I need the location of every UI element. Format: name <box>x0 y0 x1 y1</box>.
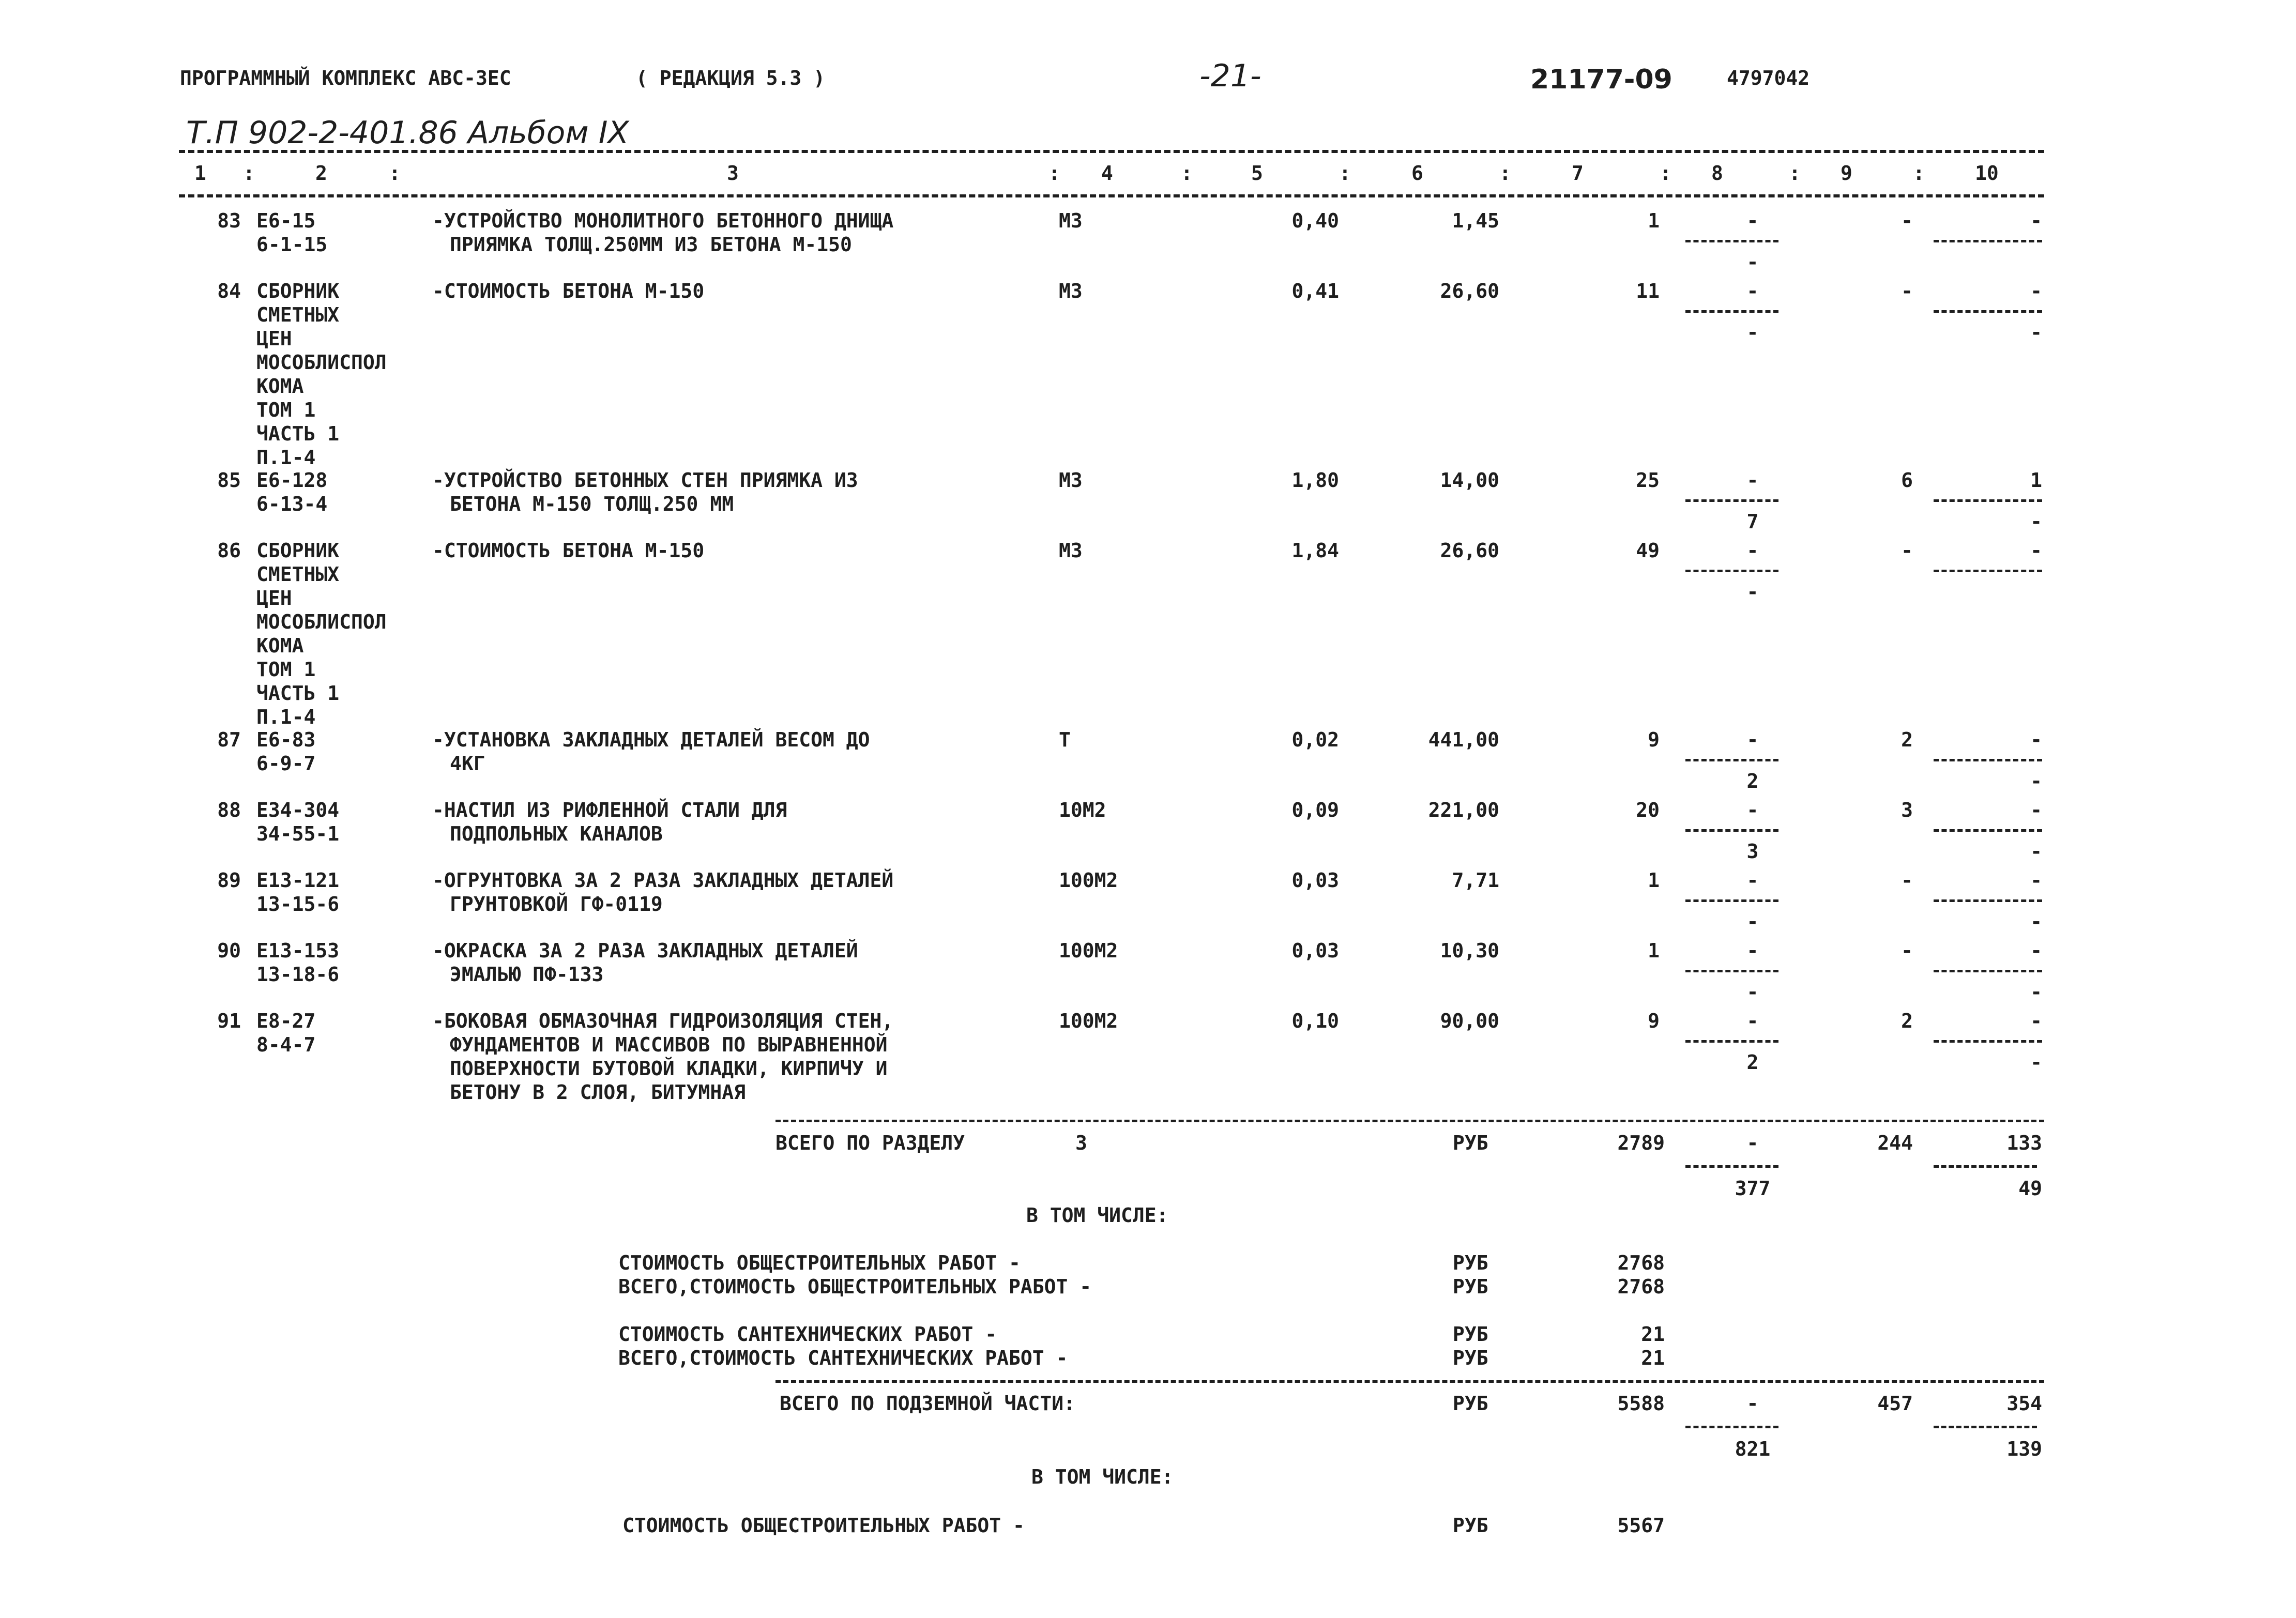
section-total-unit: РУБ <box>1453 1132 1488 1154</box>
row-code-line: 6-9-7 <box>256 752 316 775</box>
header-bottom-rule <box>179 194 2044 197</box>
breakdown-label: ВСЕГО,СТОИМОСТЬ ОБЩЕСТРОИТЕЛЬНЫХ РАБОТ - <box>618 1275 1092 1298</box>
table-top-rule <box>179 150 2044 153</box>
row-code-line: П.1-4 <box>256 446 316 469</box>
row-col8: - <box>1746 869 1759 892</box>
row-code-line: СБОРНИК <box>256 280 340 302</box>
section-total-col10-lower: 49 <box>2018 1177 2042 1200</box>
row-col9: - <box>1901 939 1913 962</box>
underground-total-col8: - <box>1746 1392 1759 1415</box>
row-col9: 3 <box>1901 799 1913 821</box>
row-code-line: СМЕТНЫХ <box>256 563 340 586</box>
sub-rule <box>1685 240 1778 242</box>
section-number: 3 <box>1075 1132 1087 1154</box>
breakdown-label: ВСЕГО,СТОИМОСТЬ САНТЕХНИЧЕСКИХ РАБОТ - <box>618 1347 1068 1369</box>
column-header: 9 <box>1841 162 1852 185</box>
row-description-line: ПРИЯМКА ТОЛЩ.250ММ ИЗ БЕТОНА М-150 <box>450 233 852 256</box>
row-code-line: МОСОБЛИСПОЛ <box>256 610 387 633</box>
row-code-line: Е6-128 <box>256 469 328 492</box>
column-header: 6 <box>1411 162 1423 185</box>
column-separator: : <box>1181 162 1193 185</box>
sub-rule <box>1934 570 2042 572</box>
row-unit: М3 <box>1059 280 1083 302</box>
row-total: 1 <box>1648 209 1660 232</box>
row-col8: - <box>1746 728 1759 751</box>
column-header: 7 <box>1572 162 1584 185</box>
row-col8: - <box>1746 939 1759 962</box>
column-header: 8 <box>1711 162 1723 185</box>
row-unit: М3 <box>1059 209 1083 232</box>
row-col9: 2 <box>1901 1010 1913 1032</box>
row-description-line: -ОКРАСКА ЗА 2 РАЗА ЗАКЛАДНЫХ ДЕТАЛЕЙ <box>432 939 858 962</box>
row-code-line: ЧАСТЬ 1 <box>256 422 340 445</box>
underground-total-col9: 457 <box>1877 1392 1913 1415</box>
sub-rule <box>1685 310 1778 313</box>
breakdown-unit: РУБ <box>1453 1251 1488 1274</box>
row-unit: 10М2 <box>1059 799 1106 821</box>
row-description-line: БЕТОНУ В 2 СЛОЯ, БИТУМНАЯ <box>450 1081 746 1104</box>
row-unit: 100М2 <box>1059 869 1118 892</box>
row-col10: - <box>2030 728 2042 751</box>
section-total-col8-lower: 377 <box>1735 1177 1771 1200</box>
row-quantity: 0,41 <box>1291 280 1339 302</box>
column-separator: : <box>1339 162 1351 185</box>
row-quantity: 0,02 <box>1291 728 1339 751</box>
row-col8: - <box>1746 1010 1759 1032</box>
row-col10-lower: - <box>2030 1051 2042 1074</box>
sub-rule <box>1685 499 1778 502</box>
row-col8-lower: 7 <box>1746 510 1759 533</box>
row-col9: 6 <box>1901 469 1913 492</box>
row-total: 20 <box>1636 799 1660 821</box>
row-total: 9 <box>1648 728 1660 751</box>
sub-rule <box>1685 899 1778 902</box>
row-code-line: ТОМ 1 <box>256 658 316 681</box>
row-number: 87 <box>217 728 241 751</box>
row-description-line: -ОГРУНТОВКА ЗА 2 РАЗА ЗАКЛАДНЫХ ДЕТАЛЕЙ <box>432 869 894 892</box>
row-unit-price: 221,00 <box>1428 799 1499 821</box>
row-code-line: Е8-27 <box>256 1010 316 1032</box>
breakdown-value: 2768 <box>1617 1251 1665 1274</box>
row-description-line: 4КГ <box>450 752 485 775</box>
program-title: ПРОГРАММНЫЙ КОМПЛЕКС АВС-3ЕС <box>180 67 511 89</box>
doc-code: 21177-09 <box>1530 64 1672 95</box>
row-col10-lower: - <box>2030 910 2042 933</box>
breakdown-label: СТОИМОСТЬ ОБЩЕСТРОИТЕЛЬНЫХ РАБОТ - <box>622 1514 1025 1537</box>
row-description-line: -УСТРОЙСТВО МОНОЛИТНОГО БЕТОННОГО ДНИЩА <box>432 209 894 232</box>
row-number: 84 <box>217 280 241 302</box>
row-unit-price: 90,00 <box>1440 1010 1499 1032</box>
row-col9: - <box>1901 539 1913 562</box>
row-unit-price: 10,30 <box>1440 939 1499 962</box>
sub-rule <box>1934 829 2042 832</box>
row-col9: - <box>1901 209 1913 232</box>
section-total-rule <box>776 1120 2044 1122</box>
row-unit: 100М2 <box>1059 939 1118 962</box>
sub-rule <box>1934 499 2042 502</box>
row-code-line: КОМА <box>256 634 304 657</box>
row-col10-lower: - <box>2030 770 2042 792</box>
row-col8-lower: 3 <box>1746 840 1759 863</box>
row-col9: 2 <box>1901 728 1913 751</box>
row-unit: 100М2 <box>1059 1010 1118 1032</box>
column-separator: : <box>1913 162 1925 185</box>
row-col8-lower: - <box>1746 581 1759 603</box>
row-col10-lower: - <box>2030 840 2042 863</box>
row-number: 90 <box>217 939 241 962</box>
row-col8-lower: - <box>1746 910 1759 933</box>
row-code-line: 8-4-7 <box>256 1033 316 1056</box>
row-code-line: КОМА <box>256 375 304 398</box>
row-code-line: 13-18-6 <box>256 963 340 986</box>
row-col10: - <box>2030 799 2042 821</box>
sub-rule <box>1934 1040 2042 1043</box>
row-col10: - <box>2030 209 2042 232</box>
including-heading: В ТОМ ЧИСЛЕ: <box>1026 1204 1168 1227</box>
column-separator: : <box>243 162 255 185</box>
column-separator: : <box>1660 162 1671 185</box>
row-code-line: СМЕТНЫХ <box>256 303 340 326</box>
row-col8-lower: 2 <box>1746 770 1759 792</box>
row-code-line: Е34-304 <box>256 799 340 821</box>
row-col10: 1 <box>2030 469 2042 492</box>
breakdown-value: 2768 <box>1617 1275 1665 1298</box>
row-col9: - <box>1901 869 1913 892</box>
row-col10: - <box>2030 1010 2042 1032</box>
row-quantity: 1,80 <box>1291 469 1339 492</box>
row-number: 88 <box>217 799 241 821</box>
row-code-line: 6-13-4 <box>256 493 328 515</box>
breakdown-unit: РУБ <box>1453 1347 1488 1369</box>
row-unit-price: 1,45 <box>1452 209 1499 232</box>
underground-total-rule <box>776 1380 2044 1383</box>
row-code-line: ЧАСТЬ 1 <box>256 682 340 705</box>
row-col10-lower: - <box>2030 321 2042 344</box>
row-quantity: 0,03 <box>1291 939 1339 962</box>
row-quantity: 1,84 <box>1291 539 1339 562</box>
sub-rule <box>1934 1426 2037 1428</box>
column-header: 4 <box>1101 162 1113 185</box>
row-code-line: 34-55-1 <box>256 822 340 845</box>
row-code-line: ЦЕН <box>256 587 292 609</box>
sub-rule <box>1934 240 2042 242</box>
section-total-label: ВСЕГО ПО РАЗДЕЛУ <box>776 1132 965 1154</box>
row-description-line: -УСТАНОВКА ЗАКЛАДНЫХ ДЕТАЛЕЙ ВЕСОМ ДО <box>432 728 870 751</box>
column-header: 2 <box>315 162 327 185</box>
project-reference: Т.П 902-2-401.86 Альбом IX <box>186 115 629 151</box>
row-col10-lower: - <box>2030 510 2042 533</box>
row-col8-lower: - <box>1746 981 1759 1003</box>
row-code-line: Е6-15 <box>256 209 316 232</box>
row-code-line: 6-1-15 <box>256 233 328 256</box>
underground-total-col8-lower: 821 <box>1735 1438 1771 1460</box>
sub-rule <box>1685 970 1778 972</box>
sub-rule <box>1685 1040 1778 1043</box>
column-separator: : <box>1789 162 1801 185</box>
row-quantity: 0,40 <box>1291 209 1339 232</box>
row-number: 89 <box>217 869 241 892</box>
row-col8: - <box>1746 539 1759 562</box>
section-total-col9: 244 <box>1877 1132 1913 1154</box>
doc-number: 4797042 <box>1727 67 1810 89</box>
row-description-line: ФУНДАМЕНТОВ И МАССИВОВ ПО ВЫРАВНЕННОЙ <box>450 1033 888 1056</box>
column-header: 5 <box>1251 162 1263 185</box>
column-separator: : <box>389 162 401 185</box>
breakdown-unit: РУБ <box>1453 1514 1488 1537</box>
sub-rule <box>1934 310 2042 313</box>
row-col8-lower: - <box>1746 251 1759 273</box>
underground-total-sum: 5588 <box>1617 1392 1665 1415</box>
section-total-col8: - <box>1746 1132 1759 1154</box>
column-header: 1 <box>194 162 206 185</box>
sub-rule <box>1685 1426 1778 1428</box>
row-description-line: БЕТОНА М-150 ТОЛЩ.250 ММ <box>450 493 734 515</box>
row-unit-price: 26,60 <box>1440 539 1499 562</box>
row-total: 11 <box>1636 280 1660 302</box>
row-description-line: ПОДПОЛЬНЫХ КАНАЛОВ <box>450 822 663 845</box>
row-code-line: Е13-121 <box>256 869 340 892</box>
column-header: 10 <box>1975 162 1999 185</box>
row-quantity: 0,09 <box>1291 799 1339 821</box>
breakdown-unit: РУБ <box>1453 1323 1488 1346</box>
row-number: 86 <box>217 539 241 562</box>
edition-label: ( РЕДАКЦИЯ 5.3 ) <box>636 67 826 89</box>
row-unit-price: 26,60 <box>1440 280 1499 302</box>
column-separator: : <box>1048 162 1060 185</box>
underground-total-col10-lower: 139 <box>2006 1438 2042 1460</box>
row-description-line: ЭМАЛЬЮ ПФ-133 <box>450 963 604 986</box>
sub-rule <box>1685 829 1778 832</box>
breakdown-label: СТОИМОСТЬ ОБЩЕСТРОИТЕЛЬНЫХ РАБОТ - <box>618 1251 1021 1274</box>
row-code-line: П.1-4 <box>256 706 316 728</box>
breakdown-value: 21 <box>1641 1323 1665 1346</box>
row-code-line: Е13-153 <box>256 939 340 962</box>
row-unit-price: 441,00 <box>1428 728 1499 751</box>
row-col10: - <box>2030 939 2042 962</box>
sub-rule <box>1934 759 2042 761</box>
section-total-col10: 133 <box>2006 1132 2042 1154</box>
row-description-line: -УСТРОЙСТВО БЕТОННЫХ СТЕН ПРИЯМКА ИЗ <box>432 469 858 492</box>
row-col8: - <box>1746 209 1759 232</box>
section-total-sum: 2789 <box>1617 1132 1665 1154</box>
row-col10: - <box>2030 280 2042 302</box>
row-col8: - <box>1746 799 1759 821</box>
row-col9: - <box>1901 280 1913 302</box>
breakdown-value: 21 <box>1641 1347 1665 1369</box>
row-col10-lower: - <box>2030 981 2042 1003</box>
row-unit: М3 <box>1059 469 1083 492</box>
row-unit: М3 <box>1059 539 1083 562</box>
sub-rule <box>1685 1165 1778 1168</box>
row-code-line: СБОРНИК <box>256 539 340 562</box>
sub-rule <box>1934 899 2042 902</box>
row-col8: - <box>1746 280 1759 302</box>
row-col8-lower: - <box>1746 321 1759 344</box>
row-description-line: ПОВЕРХНОСТИ БУТОВОЙ КЛАДКИ, КИРПИЧУ И <box>450 1057 888 1080</box>
sub-rule <box>1934 970 2042 972</box>
sub-rule <box>1934 1165 2037 1168</box>
row-unit: Т <box>1059 728 1071 751</box>
row-code-line: ТОМ 1 <box>256 399 316 421</box>
row-code-line: 13-15-6 <box>256 893 340 915</box>
breakdown-label: СТОИМОСТЬ САНТЕХНИЧЕСКИХ РАБОТ - <box>618 1323 997 1346</box>
row-code-line: Е6-83 <box>256 728 316 751</box>
row-unit-price: 7,71 <box>1452 869 1499 892</box>
row-description-line: -НАСТИЛ ИЗ РИФЛЕННОЙ СТАЛИ ДЛЯ <box>432 799 787 821</box>
row-description-line: -БОКОВАЯ ОБМАЗОЧНАЯ ГИДРОИЗОЛЯЦИЯ СТЕН, <box>432 1010 894 1032</box>
sub-rule <box>1685 570 1778 572</box>
underground-total-col10: 354 <box>2006 1392 2042 1415</box>
row-description-line: -СТОИМОСТЬ БЕТОНА М-150 <box>432 280 705 302</box>
row-quantity: 0,03 <box>1291 869 1339 892</box>
row-total: 49 <box>1636 539 1660 562</box>
row-col8-lower: 2 <box>1746 1051 1759 1074</box>
row-number: 83 <box>217 209 241 232</box>
underground-total-unit: РУБ <box>1453 1392 1488 1415</box>
row-total: 25 <box>1636 469 1660 492</box>
row-total: 1 <box>1648 869 1660 892</box>
underground-total-label: ВСЕГО ПО ПОДЗЕМНОЙ ЧАСТИ: <box>780 1392 1075 1415</box>
row-col10: - <box>2030 539 2042 562</box>
page-number: -21- <box>1199 58 1261 94</box>
row-quantity: 0,10 <box>1291 1010 1339 1032</box>
including-heading: В ТОМ ЧИСЛЕ: <box>1031 1466 1174 1488</box>
row-code-line: МОСОБЛИСПОЛ <box>256 351 387 374</box>
row-total: 1 <box>1648 939 1660 962</box>
sub-rule <box>1685 759 1778 761</box>
row-description-line: -СТОИМОСТЬ БЕТОНА М-150 <box>432 539 705 562</box>
column-separator: : <box>1499 162 1511 185</box>
row-unit-price: 14,00 <box>1440 469 1499 492</box>
row-col10: - <box>2030 869 2042 892</box>
row-col8: - <box>1746 469 1759 492</box>
row-number: 91 <box>217 1010 241 1032</box>
column-header: 3 <box>727 162 739 185</box>
row-description-line: ГРУНТОВКОЙ ГФ-0119 <box>450 893 663 915</box>
row-total: 9 <box>1648 1010 1660 1032</box>
row-code-line: ЦЕН <box>256 327 292 350</box>
breakdown-unit: РУБ <box>1453 1275 1488 1298</box>
row-number: 85 <box>217 469 241 492</box>
breakdown-value: 5567 <box>1617 1514 1665 1537</box>
